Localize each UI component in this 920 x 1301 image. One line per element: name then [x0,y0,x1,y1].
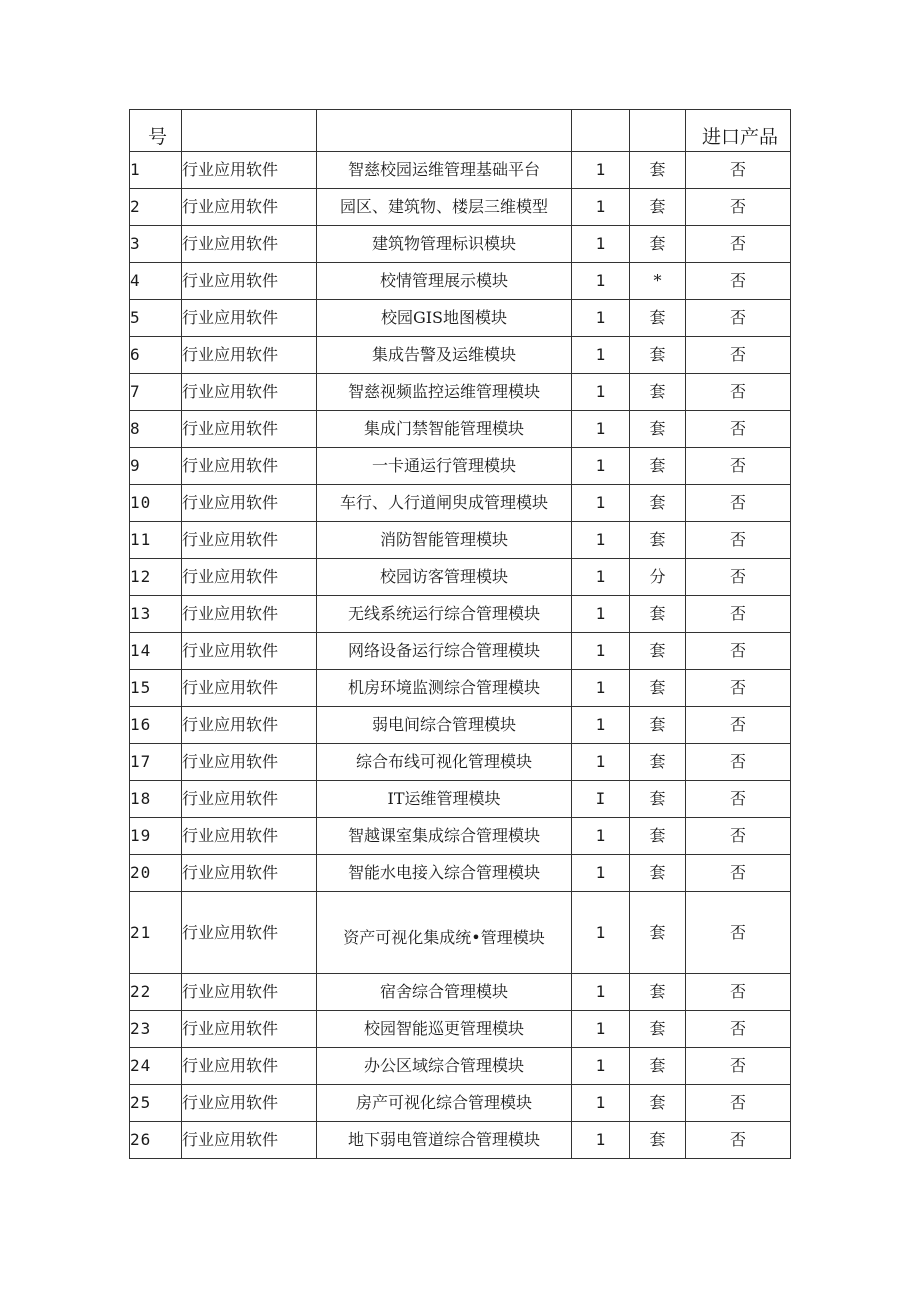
row-number: 1 [130,152,182,189]
row-imported: 否 [686,522,791,559]
row-quantity: 1 [572,633,630,670]
row-imported: 否 [686,744,791,781]
row-quantity: 1 [572,374,630,411]
row-category: 行业应用软件 [182,448,317,485]
row-number: 24 [130,1048,182,1085]
row-product-name: 智慈视频监控运维管理模块 [317,374,572,411]
row-number: 6 [130,337,182,374]
row-category: 行业应用软件 [182,300,317,337]
row-unit: 套 [630,818,686,855]
row-imported: 否 [686,670,791,707]
row-category: 行业应用软件 [182,596,317,633]
row-product-name: 校情管理展示模块 [317,263,572,300]
table-row [130,744,791,781]
row-category: 行业应用软件 [182,189,317,226]
row-unit: 套 [630,300,686,337]
row-product-name: 房产可视化综合管理模块 [317,1085,572,1122]
row-unit: 套 [630,707,686,744]
header-unit [630,110,686,152]
row-product-name: 消防智能管理模块 [317,522,572,559]
row-product-name: IT运维管理模块 [317,781,572,818]
row-imported: 否 [686,485,791,522]
table-row [130,374,791,411]
row-imported: 否 [686,596,791,633]
row-number: 23 [130,1011,182,1048]
row-quantity: 1 [572,411,630,448]
row-category: 行业应用软件 [182,263,317,300]
table-row [130,974,791,1011]
row-quantity: 1 [572,522,630,559]
row-category: 行业应用软件 [182,374,317,411]
row-unit: 分 [630,559,686,596]
table-row [130,707,791,744]
row-unit: 套 [630,411,686,448]
table-row [130,411,791,448]
row-category: 行业应用软件 [182,522,317,559]
row-product-name: 办公区域综合管理模块 [317,1048,572,1085]
row-product-name: 校园GIS地图模块 [317,300,572,337]
row-imported: 否 [686,855,791,892]
row-product-name: 综合布线可视化管理模块 [317,744,572,781]
table-row [130,892,791,974]
row-quantity: 1 [572,189,630,226]
row-category: 行业应用软件 [182,1048,317,1085]
row-category: 行业应用软件 [182,1122,317,1159]
table-header-row [130,110,791,152]
row-number: 19 [130,818,182,855]
table-row [130,448,791,485]
table-row [130,559,791,596]
table-row [130,855,791,892]
row-unit: 套 [630,781,686,818]
row-quantity: 1 [572,1085,630,1122]
row-quantity: 1 [572,1011,630,1048]
row-product-name: 智能水电接入综合管理模块 [317,855,572,892]
row-category: 行业应用软件 [182,855,317,892]
row-unit: 套 [630,1048,686,1085]
row-quantity: 1 [572,263,630,300]
table-row [130,781,791,818]
row-product-name: 集成门禁智能管理模块 [317,411,572,448]
row-quantity: 1 [572,670,630,707]
table-row [130,189,791,226]
row-imported: 否 [686,892,791,974]
row-category: 行业应用软件 [182,411,317,448]
row-unit: 套 [630,485,686,522]
row-number: 7 [130,374,182,411]
row-category: 行业应用软件 [182,818,317,855]
row-quantity: 1 [572,226,630,263]
row-imported: 否 [686,374,791,411]
row-quantity: 1 [572,855,630,892]
row-product-name: 宿舍综合管理模块 [317,974,572,1011]
row-category: 行业应用软件 [182,226,317,263]
row-product-name: 集成告警及运维模块 [317,337,572,374]
header-category [182,110,317,152]
row-number: 21 [130,892,182,974]
row-quantity: 1 [572,744,630,781]
row-quantity: 1 [572,337,630,374]
header-quantity [572,110,630,152]
row-number: 20 [130,855,182,892]
row-imported: 否 [686,337,791,374]
row-unit: 套 [630,374,686,411]
row-category: 行业应用软件 [182,781,317,818]
row-number: 15 [130,670,182,707]
row-imported: 否 [686,974,791,1011]
row-unit: 套 [630,633,686,670]
row-number: 25 [130,1085,182,1122]
row-quantity: 1 [572,152,630,189]
row-imported: 否 [686,226,791,263]
row-quantity: 1 [572,707,630,744]
row-product-name: 资产可视化集成统•管理模块 [317,892,572,974]
row-product-name: 校园智能巡更管理模块 [317,1011,572,1048]
row-number: 9 [130,448,182,485]
row-product-name: 园区、建筑物、楼层三维模型 [317,189,572,226]
row-category: 行业应用软件 [182,974,317,1011]
row-imported: 否 [686,1122,791,1159]
row-quantity: 1 [572,485,630,522]
row-unit: 套 [630,974,686,1011]
row-number: 10 [130,485,182,522]
row-quantity: 1 [572,448,630,485]
row-unit: 套 [630,522,686,559]
row-quantity: 1 [572,1122,630,1159]
header-imported: 进口产品 [686,110,791,152]
row-number: 14 [130,633,182,670]
table-row [130,1122,791,1159]
row-imported: 否 [686,781,791,818]
row-product-name: 智慈校园运维管理基础平台 [317,152,572,189]
row-product-name: 网络设备运行综合管理模块 [317,633,572,670]
row-quantity: 1 [572,892,630,974]
row-category: 行业应用软件 [182,337,317,374]
table-row [130,1048,791,1085]
row-quantity: 1 [572,974,630,1011]
table-row [130,1011,791,1048]
row-quantity: 1 [572,559,630,596]
row-number: 11 [130,522,182,559]
row-unit: 套 [630,1085,686,1122]
row-imported: 否 [686,411,791,448]
row-category: 行业应用软件 [182,1085,317,1122]
procurement-table [129,109,791,1159]
row-unit: 套 [630,1122,686,1159]
table-row [130,300,791,337]
row-unit: 套 [630,448,686,485]
row-number: 17 [130,744,182,781]
table-row [130,596,791,633]
row-product-name: 车行、人行道闸臾成管理模块 [317,485,572,522]
table-row [130,1085,791,1122]
row-number: 22 [130,974,182,1011]
row-product-name: 无线系统运行综合管理模块 [317,596,572,633]
header-name [317,110,572,152]
row-category: 行业应用软件 [182,485,317,522]
row-quantity: 1 [572,300,630,337]
row-category: 行业应用软件 [182,670,317,707]
row-number: 13 [130,596,182,633]
row-product-name: 地下弱电管道综合管理模块 [317,1122,572,1159]
header-number: 号 [130,110,182,152]
table-row [130,633,791,670]
row-unit: 套 [630,670,686,707]
row-category: 行业应用软件 [182,633,317,670]
row-number: 2 [130,189,182,226]
row-imported: 否 [686,1011,791,1048]
row-number: 16 [130,707,182,744]
table-body [130,110,791,1159]
row-number: 3 [130,226,182,263]
row-quantity: I [572,781,630,818]
table-row [130,263,791,300]
row-unit: 套 [630,189,686,226]
row-imported: 否 [686,300,791,337]
row-imported: 否 [686,152,791,189]
row-category: 行业应用软件 [182,1011,317,1048]
row-category: 行业应用软件 [182,744,317,781]
row-unit: 套 [630,337,686,374]
row-imported: 否 [686,559,791,596]
row-imported: 否 [686,263,791,300]
table-row [130,152,791,189]
row-imported: 否 [686,633,791,670]
row-category: 行业应用软件 [182,707,317,744]
table-row [130,485,791,522]
row-number: 8 [130,411,182,448]
row-imported: 否 [686,448,791,485]
row-product-name: 一卡通运行管理模块 [317,448,572,485]
row-product-name: 机房环境监测综合管理模块 [317,670,572,707]
row-quantity: 1 [572,818,630,855]
row-category: 行业应用软件 [182,892,317,974]
table-row [130,818,791,855]
row-quantity: 1 [572,596,630,633]
row-imported: 否 [686,1048,791,1085]
row-unit: 套 [630,892,686,974]
row-unit: 套 [630,226,686,263]
row-quantity: 1 [572,1048,630,1085]
row-unit: 套 [630,152,686,189]
row-category: 行业应用软件 [182,559,317,596]
row-unit: * [630,263,686,300]
row-product-name: 智越课室集成综合管理模块 [317,818,572,855]
row-number: 26 [130,1122,182,1159]
row-unit: 套 [630,1011,686,1048]
row-unit: 套 [630,855,686,892]
row-number: 12 [130,559,182,596]
row-product-name: 弱电间综合管理模块 [317,707,572,744]
table-row [130,670,791,707]
row-number: 18 [130,781,182,818]
row-number: 5 [130,300,182,337]
row-unit: 套 [630,744,686,781]
row-imported: 否 [686,707,791,744]
row-imported: 否 [686,189,791,226]
row-number: 4 [130,263,182,300]
row-product-name: 校园访客管理模块 [317,559,572,596]
row-category: 行业应用软件 [182,152,317,189]
row-imported: 否 [686,818,791,855]
row-imported: 否 [686,1085,791,1122]
row-unit: 套 [630,596,686,633]
table-row [130,522,791,559]
row-product-name: 建筑物管理标识模块 [317,226,572,263]
table-row [130,337,791,374]
table-row [130,226,791,263]
